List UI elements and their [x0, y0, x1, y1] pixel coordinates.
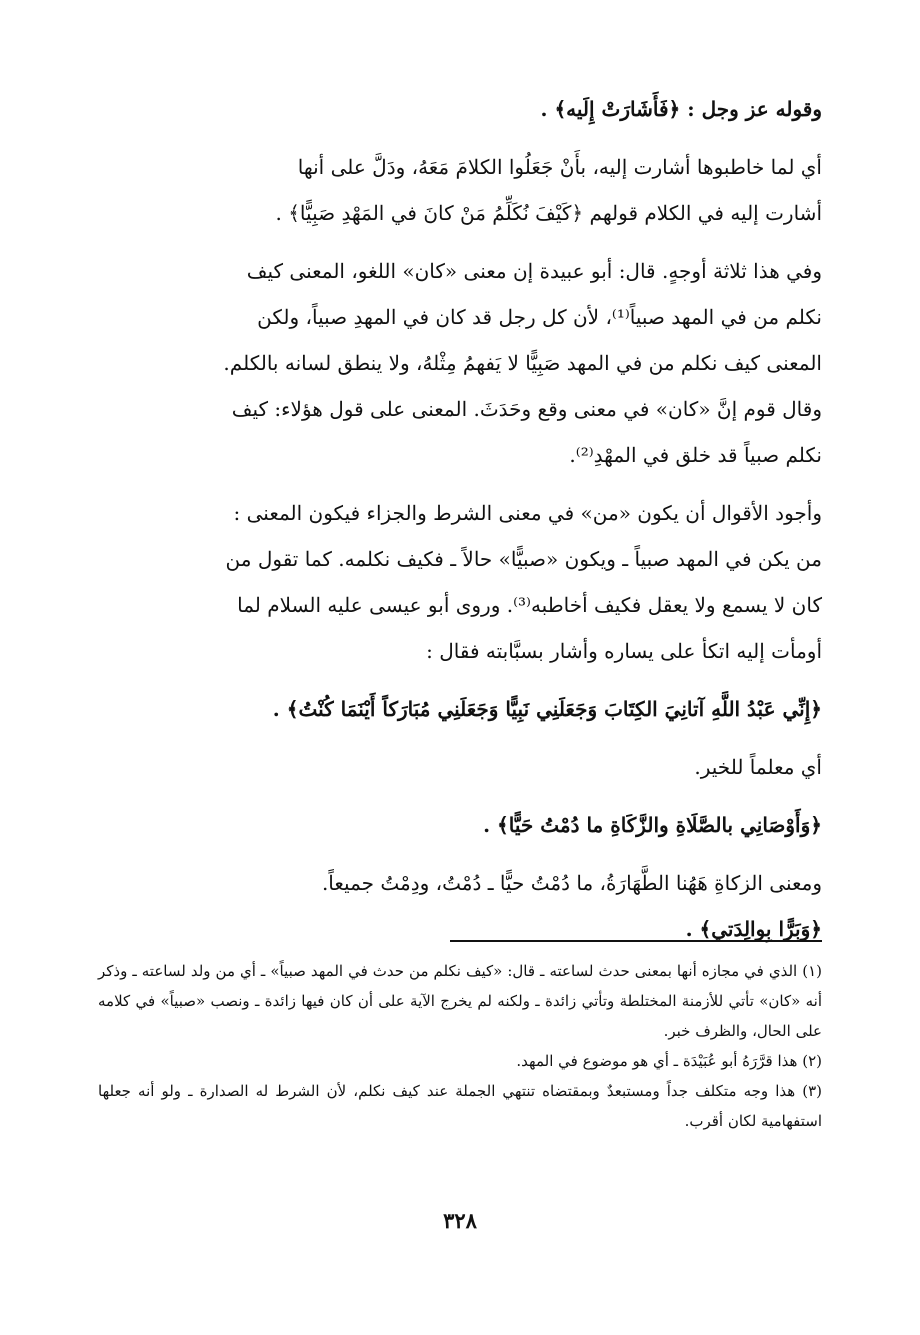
text-line: نكلم صبياً قد خلق في المهْدِ⁽²⁾. [569, 443, 822, 467]
paragraph-zakat-meaning [98, 860, 822, 952]
paragraph-teacher [98, 744, 822, 790]
footnotes [98, 956, 822, 1136]
text-line: وأجود الأقوال أن يكون «من» في معنى الشرط والجزاء فيكون المعنى : [233, 501, 822, 525]
text-line: وفي هذا ثلاثة أوجهٍ. قال: أبو عبيدة إن معنى «كان» اللغو، المعنى كيف [246, 259, 822, 283]
footnote-2: (٢) هذا قرَّرَهُ أبو عُبَيْدَة ـ أي هو موضوع في المهد. [516, 1052, 822, 1070]
text-line: ﴿وَأَوْصَانِي بالصَّلَاةِ والزَّكَاةِ ما دُمْتُ حَيًّا﴾ . [483, 813, 822, 837]
page-number: ٣٢٨ [443, 1208, 477, 1233]
paragraph-verse-intro [98, 86, 822, 132]
paragraph-verse-prayer [98, 802, 822, 848]
text-line: ومعنى الزكاةِ هَهُنا الطَّهَارَةُ، ما دُمْتُ حيًّا ـ دُمْتُ، ودِمْتُ جميعاً. [321, 871, 822, 895]
text-line: أومأت إليه اتكأ على يساره وأشار بسبَّابته فقال : [426, 639, 822, 663]
text-line: ﴿إِنِّي عَبْدُ اللَّهِ آتانِيَ الكِتَابَ وَجَعَلَنِي نَبِيًّا وَجَعَلَنِي مُبَارَكاً أَيْنَمَا كُنْتُ﴾ . [272, 697, 822, 721]
text-line: أشارت إليه في الكلام قولهم ﴿كَيْفَ نُكَلِّمُ مَنْ كانَ في المَهْدِ صَبِيًّا﴾ . [275, 201, 822, 225]
footnote-3: (٣) هذا وجه متكلف جداً ومستبعدٌ وبمقتضاه تنتهي الجملة عند كيف نكلم، لأن الشرط له الصدارة ـ ولو أنه جعلها استفهامية لكان أقرب. [98, 1082, 822, 1130]
text-line: نكلم من في المهد صبياً⁽¹⁾، لأن كل رجل قد كان في المهدِ صبياً، ولكن [257, 305, 822, 329]
paragraph-three-views [98, 248, 822, 478]
text-line: كان لا يسمع ولا يعقل فكيف أخاطبه⁽³⁾. وروى أبو عيسى عليه السلام لما [237, 593, 822, 617]
text-line: أي لما خاطبوها أشارت إليه، بأَنْ جَعَلُوا الكلامَ مَعَهُ، ودَلَّ على أنها [297, 155, 822, 179]
text-line: وقال قوم إنَّ «كان» في معنى وقع وحَدَثَ. المعنى على قول هؤلاء: كيف [231, 397, 822, 421]
text-line: المعنى كيف نكلم من في المهد صَبِيًّا لا يَفهمُ مِثْلهُ، ولا ينطق لسانه بالكلم. [223, 351, 822, 375]
paragraph-best-view [98, 490, 822, 674]
main-text [98, 86, 822, 964]
paragraph-explanation [98, 144, 822, 236]
text-line: من يكن في المهد صبياً ـ ويكون «صبيًّا» حالاً ـ فكيف نكلمه. كما تقول من [225, 547, 822, 571]
text-line: ﴿وَبَرًّا بِوالِدَتي﴾ . [685, 917, 822, 941]
footnote-divider [450, 940, 822, 942]
text-line: وقوله عز وجل : ﴿فَأَشَارَتْ إِلَيه﴾ . [540, 97, 822, 121]
footnote-1: (١) الذي في مجازه أنها بمعنى حدث لساعته ـ قال: «كيف نكلم من حدث في المهد صبياً» ـ أي من ولد لساعته ـ وذكر أنه «كان» تأتي للأزمنة المختلطة وتأتي زائدة ـ ولكنه لم يخرج الآية على أن كان فيها زائدة ـ ونصب «صبياً» في كلامه على الحال، والظرف خبر. [98, 962, 822, 1040]
text-line: أي معلماً للخير. [694, 755, 822, 779]
paragraph-verse-servant [98, 686, 822, 732]
